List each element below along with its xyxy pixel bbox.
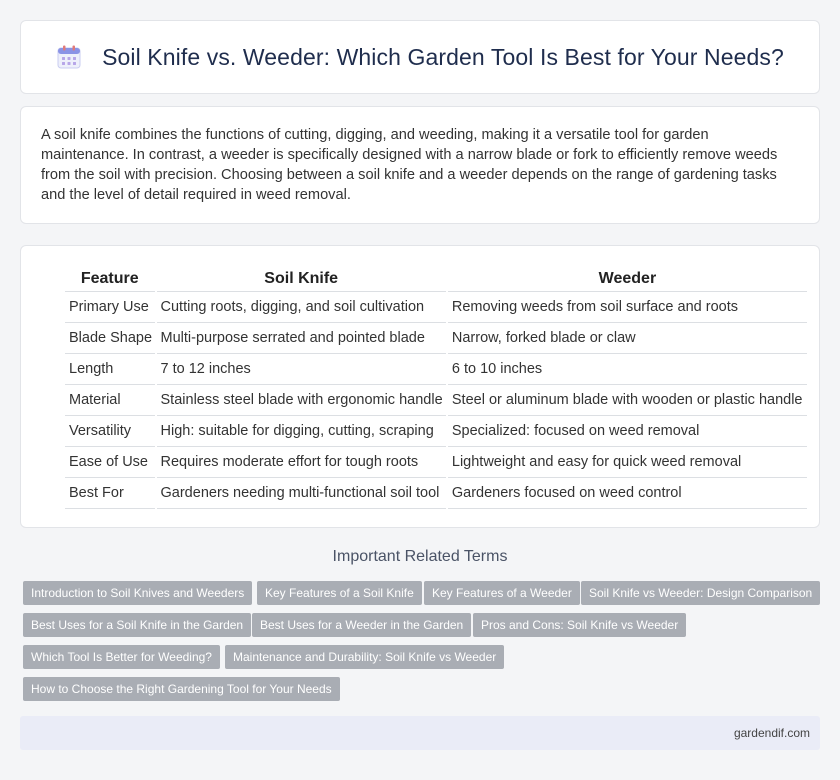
table-row [65,385,807,416]
cell-soil-knife: 7 to 12 inches [157,354,446,385]
cell-weeder: Narrow, forked blade or claw [448,323,807,354]
table-row [65,447,807,478]
cell-soil-knife: Gardeners needing multi-functional soil tool [157,478,446,509]
cell-soil-knife: Multi-purpose serrated and pointed blade [157,323,446,354]
related-tag[interactable]: How to Choose the Right Gardening Tool for Your Needs [23,677,340,701]
table-header-row [65,266,807,292]
related-tag[interactable]: Introduction to Soil Knives and Weeders [23,581,252,605]
table-row [65,354,807,385]
related-tag[interactable]: Which Tool Is Better for Weeding? [23,645,220,669]
table-row [65,292,807,323]
related-tag[interactable]: Best Uses for a Soil Knife in the Garden [23,613,251,637]
header-soil-knife: Soil Knife [157,266,446,292]
related-tag[interactable]: Maintenance and Durability: Soil Knife vs Weeder [225,645,504,669]
footer-site-link[interactable]: gardendif.com [733,726,810,740]
cell-soil-knife: Requires moderate effort for tough roots [157,447,446,478]
related-tag[interactable]: Best Uses for a Weeder in the Garden [252,613,471,637]
cell-weeder: Specialized: focused on weed removal [448,416,807,447]
cell-weeder: Steel or aluminum blade with wooden or plastic handle [448,385,807,416]
cell-soil-knife: Stainless steel blade with ergonomic handle [157,385,446,416]
related-tag[interactable]: Pros and Cons: Soil Knife vs Weeder [473,613,686,637]
table-row [65,323,807,354]
page-footer [20,716,820,750]
calendar-icon [56,44,82,70]
cell-soil-knife: Cutting roots, digging, and soil cultivation [157,292,446,323]
header-feature: Feature [65,266,155,292]
related-terms-title: Important Related Terms [332,548,508,565]
cell-weeder: Lightweight and easy for quick weed removal [448,447,807,478]
related-tag[interactable]: Key Features of a Weeder [424,581,580,605]
cell-feature: Best For [65,478,155,509]
comparison-table [63,266,809,509]
cell-soil-knife: High: suitable for digging, cutting, scraping [157,416,446,447]
comparison-card [20,245,820,528]
page-header [20,20,820,94]
table-row [65,416,807,447]
related-tag[interactable]: Soil Knife vs Weeder: Design Comparison [581,581,820,605]
cell-feature: Material [65,385,155,416]
cell-feature: Length [65,354,155,385]
intro-paragraph: A soil knife combines the functions of cutting, digging, and weeding, making it a versatile tool for garden maintenance. In contrast, a weeder is specifically designed with a narrow blade or fork to efficiently remove weeds from the soil with precision. Choosing between a soil knife and a weeder depends on the range of gardening tasks and the level of detail required in weed removal. [41,127,778,203]
cell-weeder: 6 to 10 inches [448,354,807,385]
table-row [65,478,807,509]
cell-weeder: Removing weeds from soil surface and roots [448,292,807,323]
page-title: Soil Knife vs. Weeder: Which Garden Tool Is Best for Your Needs? [102,43,784,70]
header-weeder: Weeder [448,266,807,292]
cell-weeder: Gardeners focused on weed control [448,478,807,509]
intro-card [20,106,820,224]
cell-feature: Ease of Use [65,447,155,478]
cell-feature: Primary Use [65,292,155,323]
cell-feature: Blade Shape [65,323,155,354]
cell-feature: Versatility [65,416,155,447]
related-tag[interactable]: Key Features of a Soil Knife [257,581,422,605]
